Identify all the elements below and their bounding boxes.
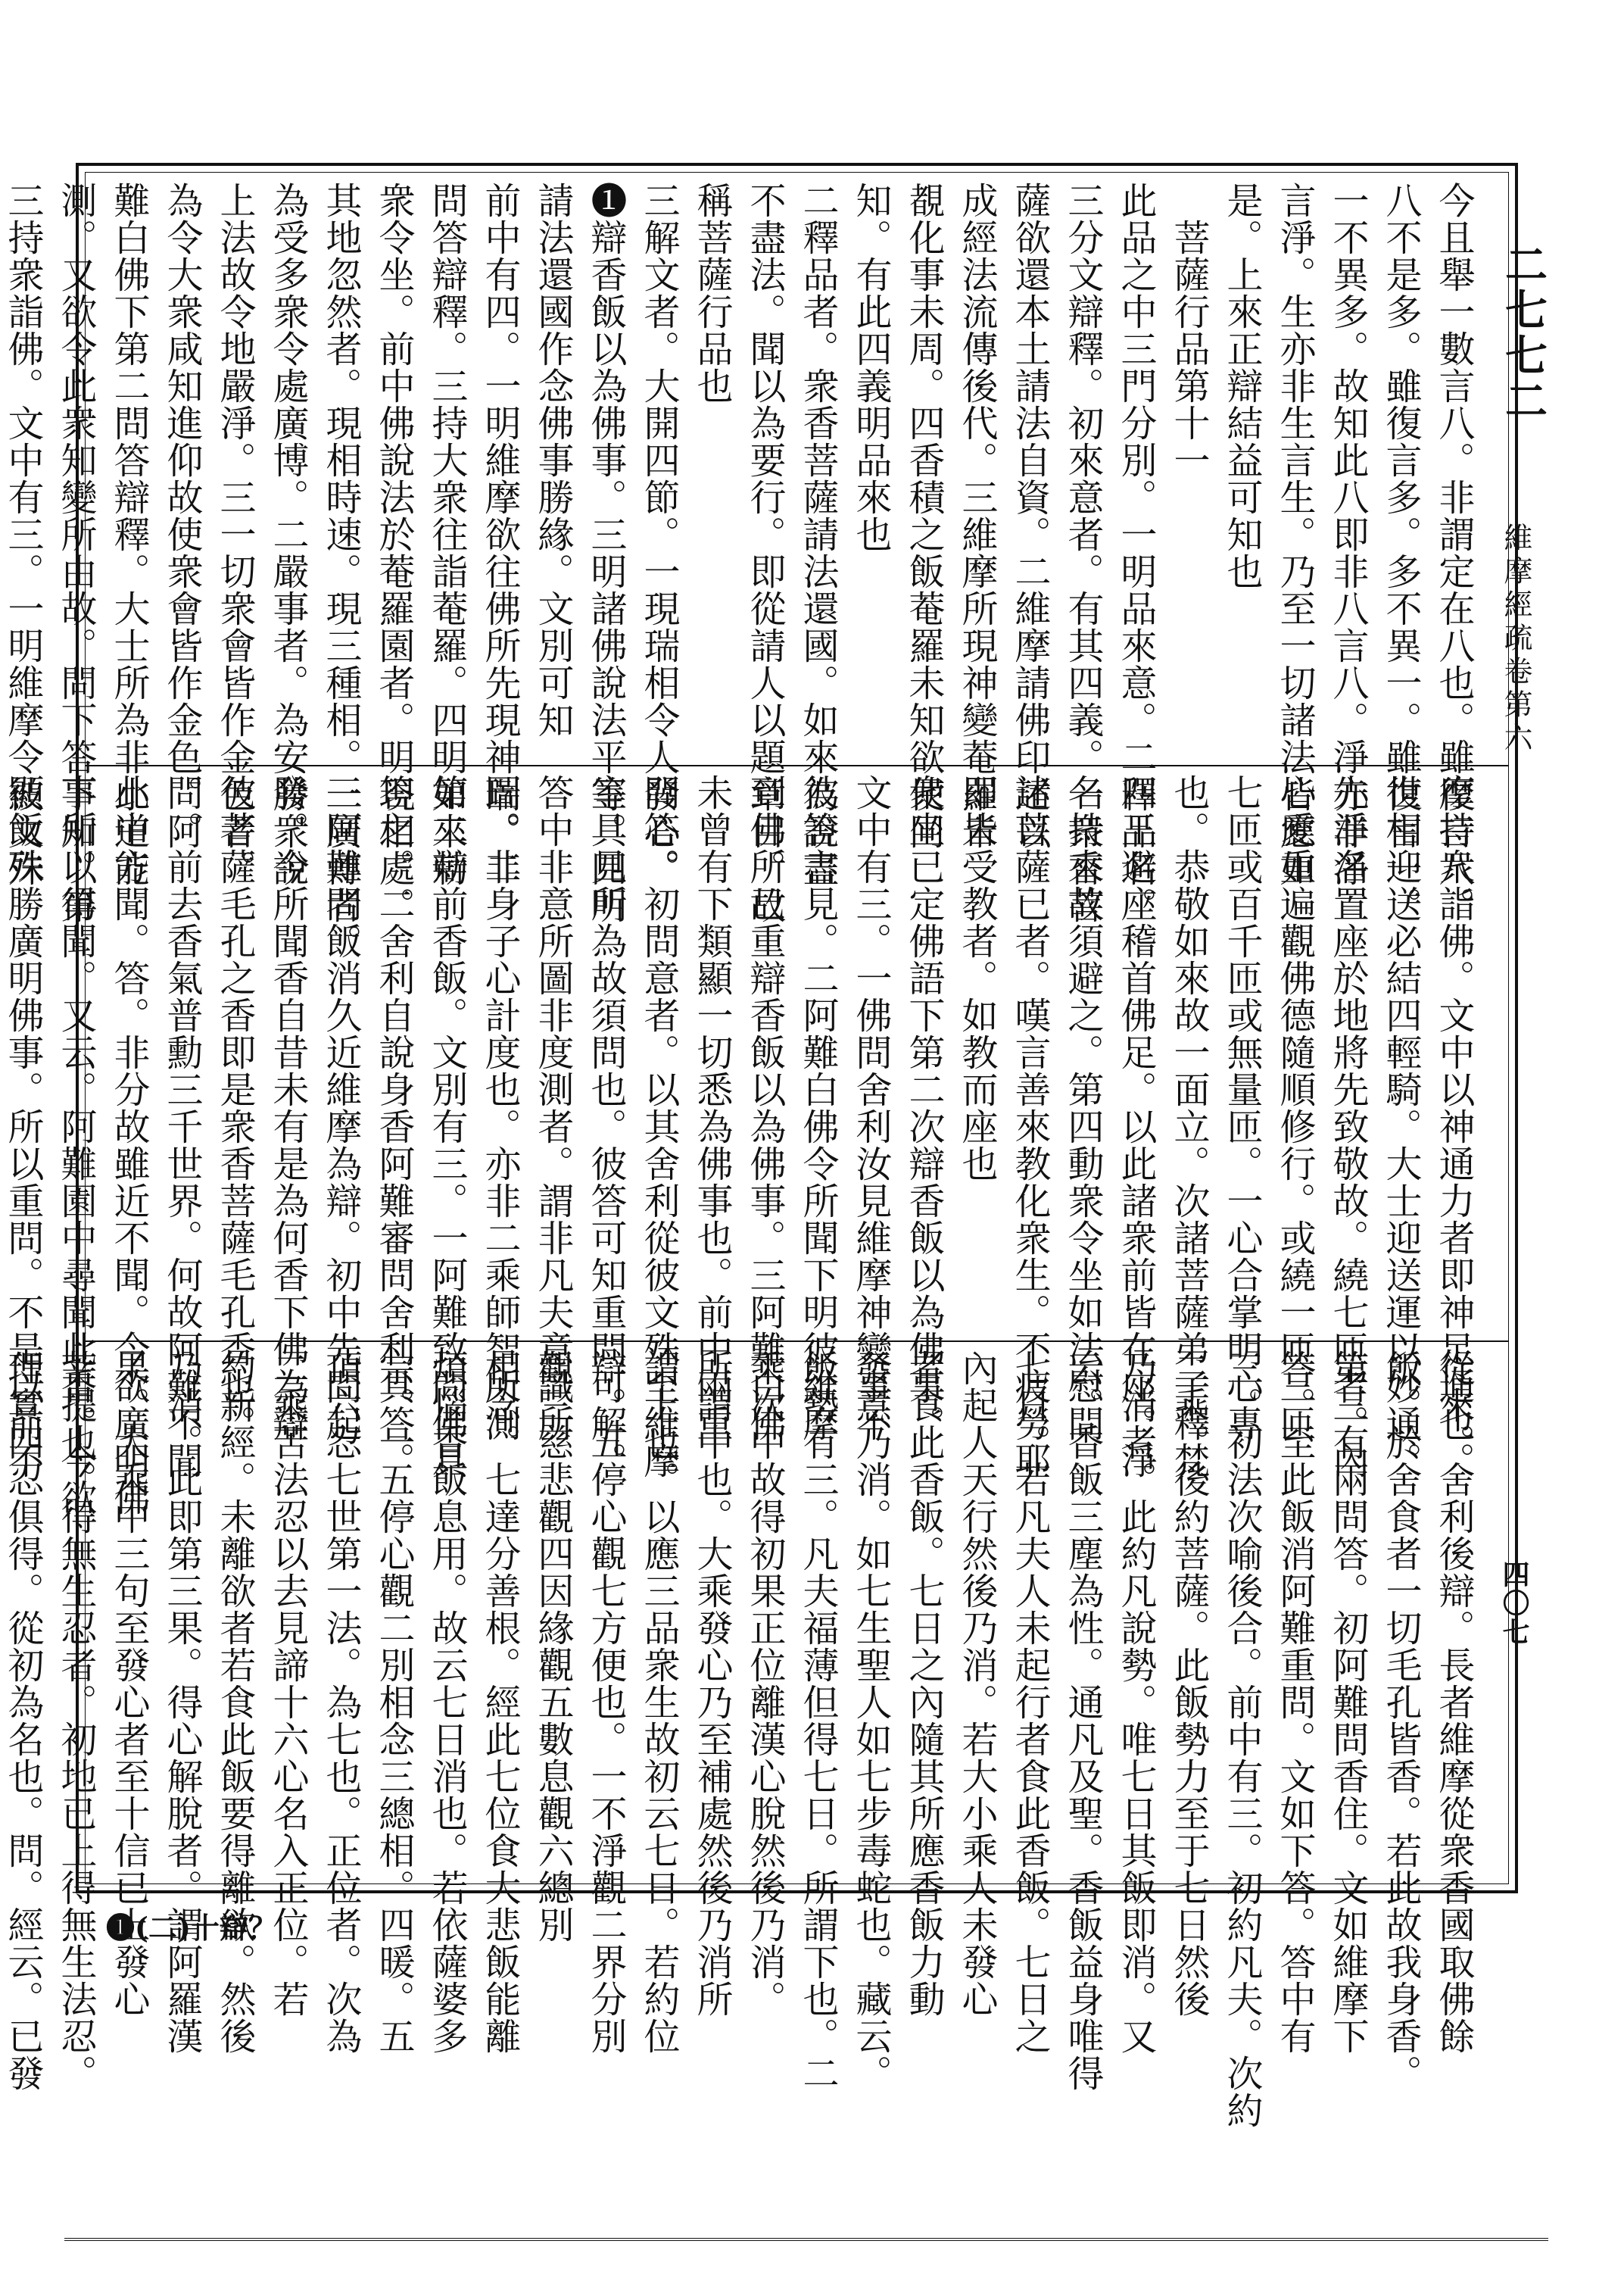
text-column: 覩化事未周。四香積之飯菴羅未知欲使同: [902, 182, 945, 850]
text-column: 乃消。此即第三果。得心解脫者。謂阿羅漢: [161, 1350, 203, 2055]
text-column: 即皆受教者。如教而座也: [955, 774, 998, 1182]
text-column: 未曾有下類顯一切悉為佛事也。前中兩重: [690, 774, 733, 1442]
text-column: 到佛所已重辯香飯以為佛事。三阿難白佛: [743, 774, 786, 1442]
text-column: 請法還國作念佛事勝緣。文別可知: [531, 182, 574, 738]
text-column: 七匝或百千匝或無量匝。一心合掌明心專: [1220, 774, 1263, 1442]
text-column: 不盡法。聞以為要行。即從請人以題章目。故: [743, 182, 786, 924]
text-column: 約新經。未離欲者若食此飯要得離欲。然後: [214, 1350, 256, 2055]
text-column: 飯。於舍食者一切毛孔皆香。若此故我身香。: [1379, 1350, 1422, 2092]
text-column: 稱菩薩行品也: [690, 182, 733, 404]
text-column: 其地忽然者。現相時速。現三種相。一廣博者。: [320, 182, 362, 961]
text-column: 世相迎送必結四輕騎。大士迎送運以妙通。: [1379, 774, 1422, 1479]
text-column: 摩持衆詣佛。文中以神通力者即神足通也。: [1432, 774, 1475, 1479]
text-column: 二乘苦法忍以去見諦十六心名入正位。若: [267, 1350, 309, 2018]
text-column: 為受多衆令處廣博。二嚴事者。為安勝衆說: [267, 182, 309, 887]
text-column: 先淨名置座於地將先致敬故。繞七匝者。內: [1326, 774, 1369, 1479]
text-row-upper: [2, 182, 1480, 961]
text-column: 所謂中也。大乘發心乃至補處然後乃消所: [690, 1350, 733, 2018]
text-column: 觀三慈悲觀四因緣觀五數息觀六總別: [531, 1350, 574, 1943]
text-column: 名持來故須避之。第四動衆令坐如法慰問: [1061, 774, 1104, 1442]
text-column: 謂上也。以應三品衆生故初云七日。若約位: [637, 1350, 680, 2055]
text-column: 薩欲還本土請法自資。二維摩請佛印述以: [1008, 182, 1051, 850]
running-title: 維摩經疏卷第六: [1499, 523, 1532, 756]
text-column: 問。前去香氣普勳三千世界。何故阿難不聞: [161, 774, 203, 1479]
text-column: 菩薩行品第十一: [1167, 182, 1210, 479]
text-column: 果。大乘中三句至發心者至十信已上發心: [108, 1350, 150, 2018]
text-column: 難白佛下第二問答辯釋。大士所為非小道能: [108, 182, 150, 887]
text-column: 室具見所為故須問也。彼答可知重問可解。: [584, 774, 627, 1479]
text-column: 言淨。生亦非生言生。乃至一切諸法皆應如: [1273, 182, 1316, 887]
text-column: 四王避座稽首佛足。以此諸衆前皆在座。淨: [1114, 774, 1157, 1479]
text-column: 前中有四。一明維摩欲往佛所先現神瑞。二: [478, 182, 521, 887]
page-number: 二七七二: [1498, 242, 1548, 424]
text-column: 一不異多。故知此八即非八言八。淨亦非淨: [1326, 182, 1369, 887]
text-column: 諸菩薩已者。嘆言善來教化衆生。不疲勞耶: [1008, 774, 1051, 1479]
text-column: 為令大衆咸知進仰故使衆會皆作金色。阿: [161, 182, 203, 850]
text-column: 發。今所聞香自昔未有是為何香下佛為辯: [267, 774, 309, 1442]
text-row-middle: [2, 774, 1480, 1516]
text-column: 衆坐已定佛語下第二次辯香飯以為佛事。: [902, 774, 945, 1442]
text-column: 此中方聞。答。非分故雖近不聞。今欲廣明佛: [108, 774, 150, 1516]
text-column: 飯勢有三。凡夫福薄但得七日。所謂下也。二: [796, 1350, 839, 2092]
text-column: 圖。非身子心計度也。亦非二乘師智所測: [478, 774, 521, 1442]
text-column: 煩惱香飯息用。故云七日消也。若依薩婆多: [425, 1350, 468, 2055]
text-column: 三阿難問飯消久近維摩為辯。初中先問起: [320, 774, 362, 1442]
text-column: 答中非意所圖非度測者。謂非凡夫意識所: [531, 774, 574, 1442]
text-column: 衆令坐。前中佛說法於菴羅園者。明現相處。: [372, 182, 415, 924]
text-column: 二釋品者。衆香菩薩請法還國。如來為說盡: [796, 182, 839, 887]
text-column: 七日。若凡夫人未起行者食此香飯。七日之: [1008, 1350, 1051, 2055]
text-column: 上法故令地嚴淨。三一切衆會皆作金色者。: [214, 182, 256, 887]
text-column: 也。恭敬如來故一面立。次諸菩薩弟子釋梵: [1167, 774, 1210, 1479]
text-column: 三解文者。大開四節。一現瑞相令人發心。: [637, 182, 680, 887]
text-column: 發意乃消。如七生聖人如七步毒蛇也。藏云。: [849, 1350, 892, 2092]
text-column: 知。有此四義明品來也: [849, 182, 892, 553]
text-column: 答之。二舍利自說身香阿難審問舍利具答。: [372, 774, 415, 1479]
text-column: 第二辯前香飯。文別有三。一阿難致問佛具: [425, 774, 468, 1479]
text-column: 辯。五停心觀七方便也。一不淨觀二界分別: [584, 1350, 627, 2055]
text-column: 三。初法次喻後合。前中有三。初約凡夫。次約: [1220, 1350, 1263, 2129]
text-column: 理實四忍俱得。從初為名也。問。經云。已發: [2, 1350, 44, 2092]
text-column: 乃消者。此約凡說勢。唯七日其飯即消。又: [1114, 1350, 1157, 2055]
text-column: 八不是多。雖復言多。多不異一。雖復言一。: [1379, 182, 1422, 924]
volume-mark: 四〇七: [1498, 1560, 1530, 1646]
text-column: 彼菩薩毛孔之香即是衆香菩薩毛孔香也。: [214, 774, 256, 1442]
text-column: 者食此香飯。七日之內隨其所應香飯力動: [902, 1350, 945, 2018]
text-column: 內起人天行然後乃消。若大小乘人未發心: [955, 1350, 998, 2018]
text-column: 宗。一五停心觀二別相念三總相。四暖。五: [372, 1350, 415, 2055]
text-column: 今且舉一數言八。非謂定在八也。雖復言八。: [1432, 182, 1475, 924]
text-column: 菩提也。得無生忍者。初地已上得無生法忍。: [55, 1350, 97, 2092]
text-column: 彼答言見。二阿難白佛令所聞下明彼維摩: [796, 774, 839, 1442]
text-column: 此品之中三門分別。一明品來意。二釋品名。: [1114, 182, 1157, 924]
bottom-rule: [64, 2238, 1548, 2241]
text-column: 成經法流傳後代。三維摩所現神變菴羅未: [955, 182, 998, 850]
text-column: 三分文辯釋。初來意者。有其四義。一衆香菩: [1061, 182, 1104, 924]
text-column: 測。又欲令此衆知變所由故。問下答下知。第: [55, 182, 97, 924]
text-column: 二乘。後約菩薩。此飯勢力至于七日然後: [1167, 1350, 1210, 2018]
text-column: 答。至此飯消阿難重問。文如下答。答中有: [1273, 1350, 1316, 2055]
text-column: 事所以得聞。又云。阿難園中尋聞此香。今欲: [55, 774, 97, 1516]
text-column: 顯飯殊勝廣明佛事。所以重問。不是以前不: [2, 774, 44, 1479]
text-column: ❶辯香飯以為佛事。三明諸佛說法平等。四明: [584, 182, 627, 924]
text-column: 頂六忍七世第一法。為七也。正位者。次為: [320, 1350, 362, 2055]
text-column: 文中有三。一佛問舍利汝見維摩神變事不: [849, 774, 892, 1442]
text-column: 相念。七達分善根。經此七位食大悲飯能離: [478, 1350, 521, 2055]
text-column: 心愛重遍觀佛德隨順修行。或繞一匝三匝: [1273, 774, 1316, 1442]
text-column: 從來。舍利後辯。長者維摩從衆香國取佛餘: [1432, 1350, 1475, 2055]
text-column: 乘次中故得初果正位離漢心脫然後乃消。: [743, 1350, 786, 2018]
footnote: ❶(二)十辯？: [106, 1911, 277, 1945]
text-column: 是。上來正辯結益可知也: [1220, 182, 1263, 590]
text-column: 第三有兩問答。初阿難問香住。文如維摩下: [1326, 1350, 1369, 2055]
text-column: 云。香飯三塵為性。通凡及聖。香飯益身唯得: [1061, 1350, 1104, 2092]
text-column: 問答辯釋。三持大衆往詣菴羅。四明如來勅: [425, 182, 468, 887]
text-column: 問答。初問意者。以其舍利從彼文殊至維摩: [637, 774, 680, 1479]
text-column: 三持衆詣佛。文中有三。一明維摩令彼文殊: [2, 182, 44, 887]
